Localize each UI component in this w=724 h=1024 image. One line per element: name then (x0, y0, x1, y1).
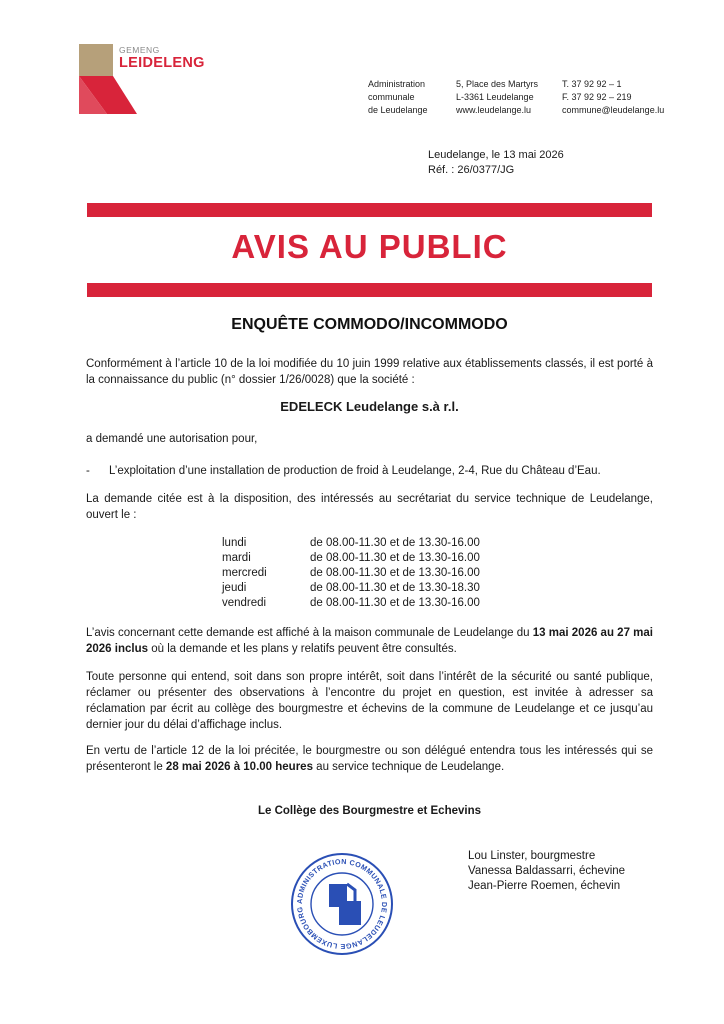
subtitle: ENQUÊTE COMMODO/INCOMMODO (231, 316, 508, 333)
header-admin-line: communale (368, 92, 415, 102)
letter-date: Leudelange, le 13 mai 2026 (428, 149, 564, 161)
municipality-logo (79, 42, 205, 114)
schedule-hours: de 08.00-11.30 et de 13.30-16.00 (310, 567, 480, 579)
header-admin-line: Administration (368, 79, 426, 89)
hearing-date: 28 mai 2026 à 10.00 heures (165, 761, 313, 773)
claims-paragraph: Toute personne qui entend, soit dans son propre intérêt, soit dans l’intérêt de la sécurité ou santé publique, réclamer ou présenter des observations à l’encontre du projet en question, est invitée à adresser sa réclamation par écrit au collège des bourgmestre et échevins de la commune de Leudelange et ce jusqu’au dernier jour du délai d’affichage inclus. (86, 671, 653, 731)
logo-line1: GEMENG (119, 45, 160, 55)
signer-mayor: Lou Linster, bourgmestre (468, 850, 596, 862)
hearing-text-end: au service technique de Leudelange. (312, 761, 505, 773)
signers-list (468, 849, 625, 894)
seal-text: ADMINISTRATION COMMUNALE DE LEUDELANGE LUXEMBOURG (294, 856, 390, 952)
schedule-row (222, 596, 480, 611)
header-admin-line: de Leudelange (368, 105, 428, 115)
company-name: EDELECK Leudelange s.à r.l. (280, 399, 459, 414)
date-block (428, 148, 564, 178)
header-email[interactable]: commune@leudelange.lu (562, 105, 665, 115)
title-bar-bottom (87, 283, 652, 297)
intro-paragraph: Conformément à l’article 10 de la loi modifiée du 10 juin 1999 relative aux établissements classés, il est porté à la connaissance du public (n° dossier 1/26/0028) que la société : (86, 358, 653, 386)
notice-text: L’avis concernant cette demande est affiché à la maison communale de Leudelange du (86, 627, 533, 639)
notice-text-end: où la demande et les plans y relatifs peuvent être consultés. (148, 643, 457, 655)
schedule-day: vendredi (222, 597, 267, 609)
schedule-hours: de 08.00-11.30 et de 13.30-16.00 (310, 537, 480, 549)
header-address (456, 78, 538, 117)
availability-paragraph: La demande citée est à la disposition, des intéressés au secrétariat du service technique de Leudelange, ouvert le : (86, 493, 653, 521)
bullet-text: L’exploitation d’une installation de production de froid à Leudelange, 2-4, Rue du Château d’Eau. (109, 465, 601, 477)
header-phone: T. 37 92 92 – 1 (562, 79, 622, 89)
notice-period: 13 mai 2026 au 27 mai 2026 inclus (86, 627, 653, 655)
hearing-paragraph (86, 743, 653, 775)
page-title: AVIS AU PUBLIC (231, 228, 508, 265)
schedule-hours: de 08.00-11.30 et de 13.30-16.00 (310, 597, 480, 609)
schedule-row (222, 581, 480, 596)
header-website[interactable]: www.leudelange.lu (456, 105, 532, 115)
header-address-line: L-3361 Leudelange (456, 92, 534, 102)
title-bar-top (87, 203, 652, 217)
bullet-item (86, 463, 601, 479)
schedule-day: lundi (222, 537, 247, 549)
reference-number: Réf. : 26/0377/JG (428, 164, 515, 176)
schedule-day: mardi (222, 552, 251, 564)
header-address-line: 5, Place des Martyrs (456, 79, 539, 89)
header-admin (368, 78, 428, 117)
bullet-dash: - (86, 465, 90, 477)
hearing-text: En vertu de l’article 12 de la loi précitée, le bourgmestre ou son délégué entendra tous les intéressés qui se présenteront le (86, 745, 653, 773)
header-fax: F. 37 92 92 – 219 (562, 92, 632, 102)
schedule-hours: de 08.00-11.30 et de 13.30-16.00 (310, 552, 480, 564)
logo-line2: LEIDELENG (119, 55, 205, 71)
schedule-row (222, 566, 480, 581)
opening-hours (222, 536, 480, 611)
college-signature-heading: Le Collège des Bourgmestre et Echevins (257, 805, 482, 817)
seal-stamp-icon (289, 851, 395, 957)
request-line: a demandé une autorisation pour, (86, 433, 258, 445)
schedule-hours: de 08.00-11.30 et de 13.30-18.30 (310, 582, 480, 594)
schedule-row (222, 551, 480, 566)
signer-alderman: Jean-Pierre Roemen, échevin (468, 880, 621, 892)
signer-alderman: Vanessa Baldassarri, échevine (468, 865, 626, 877)
schedule-row (222, 536, 480, 551)
notice-paragraph (86, 625, 653, 657)
header-contact (562, 78, 664, 117)
schedule-day: mercredi (222, 567, 267, 579)
official-seal (289, 851, 395, 957)
schedule-day: jeudi (222, 582, 247, 594)
